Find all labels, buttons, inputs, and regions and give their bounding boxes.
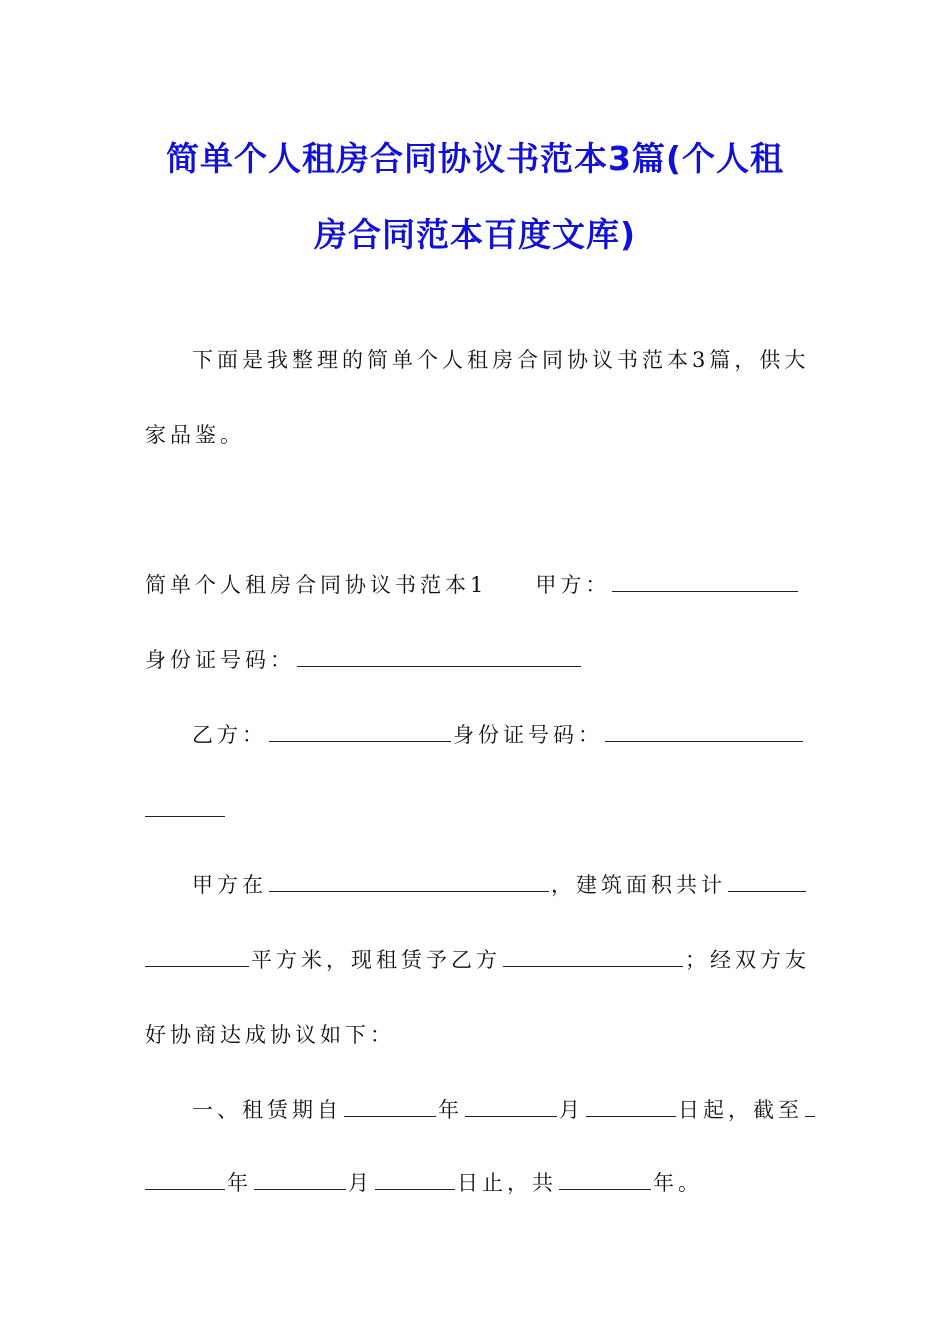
party-b-id-blank-cont — [145, 796, 225, 817]
year-label-2: 年 — [227, 1171, 252, 1195]
document-title-line-1: 简单个人租房合同协议书范本3篇(个人租 — [165, 139, 785, 178]
tenant-blank — [503, 946, 683, 967]
party-b-row — [192, 720, 805, 750]
end-month-blank — [254, 1169, 346, 1190]
contract-heading: 简单个人租房合同协议书范本1 — [145, 573, 488, 597]
party-b-label: 乙方： — [192, 723, 267, 747]
premises-address-blank — [269, 871, 549, 892]
year-end-text: 年。 — [653, 1171, 703, 1195]
party-b-id-continuation — [145, 795, 225, 825]
premises-area-text: ，建筑面积共计 — [551, 873, 726, 897]
term-row-1 — [192, 1095, 817, 1125]
agree-text: ；经双方友 — [685, 948, 810, 972]
start-year-blank — [344, 1096, 436, 1117]
start-month-blank — [465, 1096, 557, 1117]
document-title-line-2: 房合同范本百度文库) — [313, 215, 637, 254]
intro-paragraph-line-1: 下面是我整理的简单个人租房合同协议书范本3篇，供大 — [192, 348, 810, 372]
id-label-1: 身份证号码： — [145, 648, 295, 672]
intro-paragraph-line-2: 家品鉴。 — [145, 423, 245, 447]
month-label-1: 月 — [559, 1098, 584, 1122]
party-b-id-blank — [605, 721, 803, 742]
sqm-text: 平方米，现租赁予乙方 — [251, 948, 501, 972]
total-years-blank — [559, 1169, 651, 1190]
party-a-id-row — [145, 645, 583, 675]
term-row-2 — [145, 1168, 703, 1198]
end-year-blank-start — [805, 1096, 815, 1117]
lease-to-row — [145, 945, 810, 975]
premises-text-a: 甲方在 — [192, 873, 267, 897]
party-a-label: 甲方： — [535, 573, 611, 597]
id-label-2: 身份证号码： — [453, 723, 603, 747]
month-label-2: 月 — [348, 1171, 373, 1195]
agree-row: 好协商达成协议如下： — [145, 1023, 395, 1047]
party-a-blank — [612, 571, 798, 592]
year-label-1: 年 — [438, 1098, 463, 1122]
premises-row — [192, 870, 808, 900]
start-day-blank — [586, 1096, 676, 1117]
term-text: 一、租赁期自 — [192, 1098, 342, 1122]
party-a-id-blank — [297, 646, 581, 667]
day-from-text: 日起，截至 — [678, 1098, 803, 1122]
end-year-blank — [145, 1169, 225, 1190]
end-day-blank — [375, 1169, 455, 1190]
premises-area-blank — [728, 871, 806, 892]
party-b-blank — [269, 721, 451, 742]
day-to-text: 日止，共 — [457, 1171, 557, 1195]
area-blank-cont — [145, 946, 249, 967]
contract-heading-row — [145, 570, 800, 600]
